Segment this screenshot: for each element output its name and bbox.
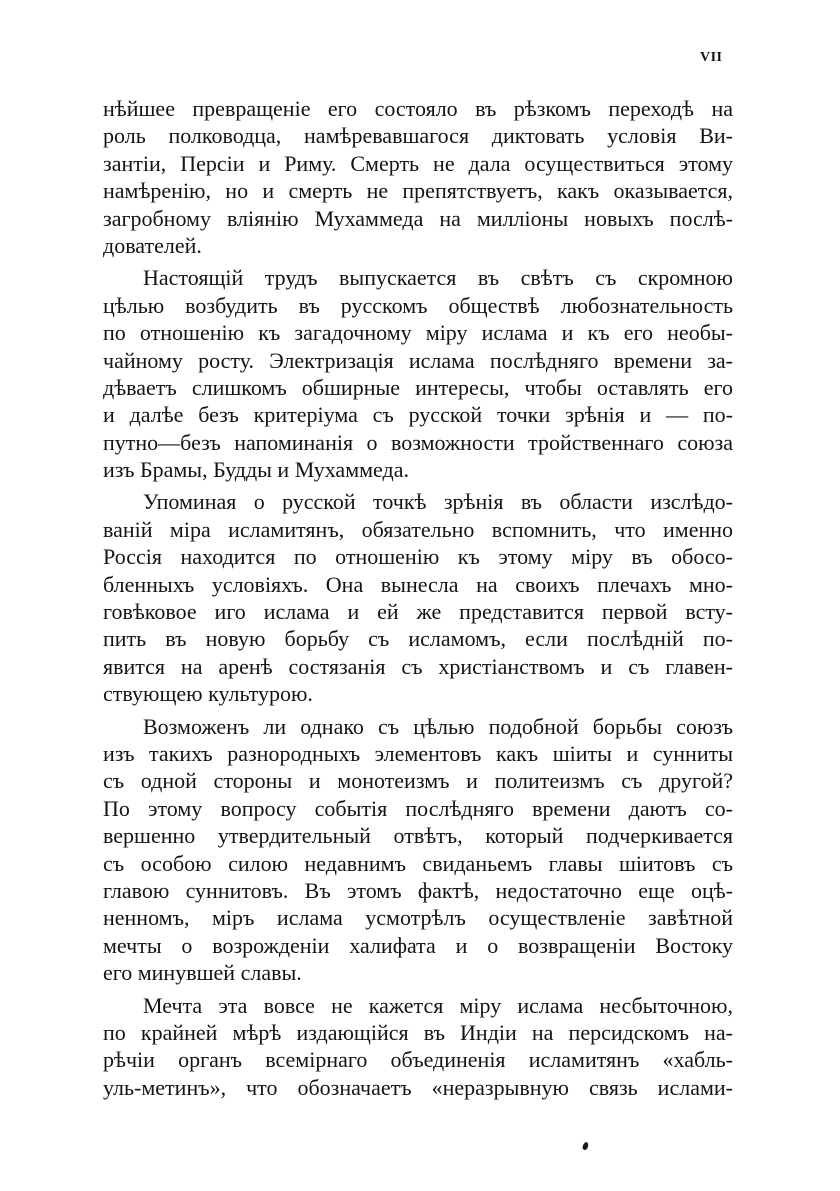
- text-line: пить въ новую борьбу съ исламомъ, если послѣдній по-: [103, 626, 733, 652]
- text-line: По этому вопросу событія послѣдняго времени даютъ со-: [103, 795, 733, 821]
- paragraph-5: [103, 992, 733, 1102]
- text-line: ваній міра исламитянъ, обязательно вспомнить, что именно: [103, 516, 733, 542]
- text-line: Упоминая о русской точкѣ зрѣнія въ области изслѣдо-: [143, 489, 733, 515]
- paragraph-2: [103, 264, 733, 483]
- text-line: Мечта эта вовсе не кажется міру ислама несбыточною,: [143, 992, 733, 1018]
- print-mark: [582, 1141, 589, 1150]
- text-line: рѣчіи органъ всеміpнаго объединенія исламитянъ «хабль-: [103, 1047, 733, 1073]
- page-number: VII: [700, 50, 723, 65]
- text-line: уль-метинъ», что обозначаетъ «неразрывную связь ислами-: [103, 1074, 733, 1100]
- text-line: съ особою силою недавнимъ свиданьемъ главы шіитовъ съ: [103, 850, 733, 876]
- text-line: ствующею культурою.: [103, 681, 313, 707]
- text-line: дѣваетъ слишкомъ обширные интересы, чтобы оставлять его: [103, 374, 733, 400]
- text-line: роль полководца, намѣревавшагося диктовать условія Ви-: [103, 123, 733, 149]
- text-line: загробному вліянію Мухаммеда на милліоны новыхъ послѣ-: [103, 205, 733, 231]
- text-line: его минувшей славы.: [103, 960, 302, 986]
- paragraph-1: [103, 95, 733, 259]
- text-line: по отношенію къ загадочному міру ислама и къ его необы-: [103, 320, 733, 346]
- text-line: цѣлью возбудить въ русскомъ обществѣ любознательность: [103, 292, 733, 318]
- paragraph-4: [103, 713, 733, 987]
- text-line: изъ такихъ разнородныхъ элементовъ какъ шіиты и сунниты: [103, 740, 733, 766]
- text-line: и далѣе безъ критеріума съ русской точки зрѣнія и — по-: [103, 402, 733, 428]
- text-line: говѣковое иго ислама и ей же представится первой всту-: [103, 599, 733, 625]
- text-line: мечты о возрожденіи халифата и о возвращеніи Востоку: [103, 932, 733, 958]
- text-line: ненномъ, міръ ислама усмотрѣлъ осуществленіе завѣтной: [103, 905, 733, 931]
- text-line: чайному росту. Электризація ислама послѣдняго времени за-: [103, 347, 733, 373]
- text-line: Россія находится по отношенію къ этому міру въ обосо-: [103, 544, 733, 570]
- text-line: путно—безъ напоминанія о возможности тройственнаго союза: [103, 429, 733, 455]
- text-line: изъ Брамы, Будды и Мухаммеда.: [103, 457, 409, 483]
- text-line: Настоящій трудъ выпускается въ свѣтъ съ скромною: [143, 265, 733, 291]
- text-line: дователей.: [103, 232, 202, 258]
- text-line: съ одной стороны и монотеизмъ и политеизмъ съ другой?: [103, 768, 733, 794]
- text-line: намѣренію, но и смерть не препятствуетъ, какъ оказывается,: [103, 178, 733, 204]
- text-line: зантіи, Персіи и Риму. Смерть не дала осуществиться этому: [103, 150, 733, 176]
- body-text: [103, 95, 733, 1101]
- text-line: Возможенъ ли однако съ цѣлью подобной борьбы союзъ: [143, 713, 733, 739]
- text-line: главою суннитовъ. Въ этомъ фактѣ, недостаточно еще оцѣ-: [103, 877, 733, 903]
- text-line: бленныхъ условіяхъ. Она вынесла на своихъ плечахъ мно-: [103, 571, 733, 597]
- text-line: явится на аренѣ состязанія съ христіанствомъ и съ главен-: [103, 653, 733, 679]
- text-line: вершенно утвердительный отвѣтъ, который подчеркивается: [103, 823, 733, 849]
- paragraph-3: [103, 488, 733, 707]
- text-line: нѣйшее превращеніе его состояло въ рѣзкомъ переходѣ на: [103, 96, 733, 121]
- text-line: по крайней мѣрѣ издающійся въ Индіи на персидскомъ на-: [103, 1019, 733, 1045]
